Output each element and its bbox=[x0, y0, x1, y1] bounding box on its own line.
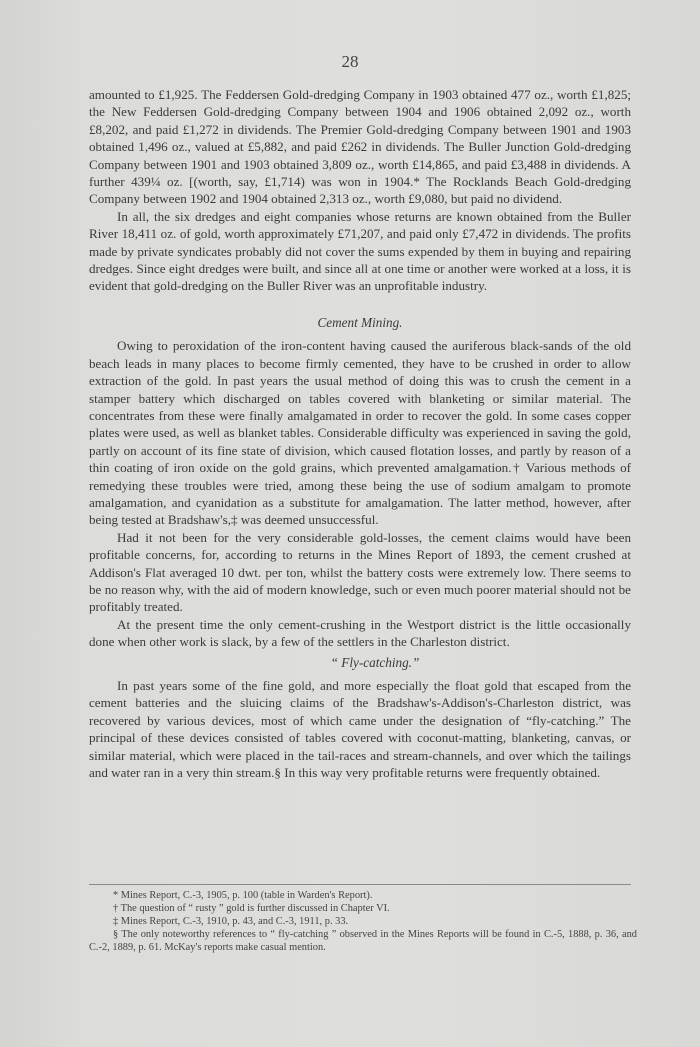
footnotes bbox=[89, 889, 637, 954]
footnote-divider bbox=[89, 884, 631, 885]
paragraph-fly-catching: In past years some of the fine gold, and more especially the float gold that escaped from the cement batteries and the sluicing claims of the Bradshaw's-Addison's-Charleston district, was recovered by various devices, most of which came under the designation of “fly-catching.” The principal of these devices consisted of tables covered with coconut-matting, blanketing, canvas, or similar material, which were placed in the tail-races and stream-channels, and over which the tailings and water ran in a very thin stream.§ In this way very profitable returns were frequently obtained. bbox=[89, 678, 631, 781]
footnote-3: ‡ Mines Report, C.-3, 1910, p. 43, and C.-3, 1911, p. 33. bbox=[113, 916, 349, 928]
section-heading-fly-catching: “ Fly-catching.” bbox=[330, 654, 420, 670]
section-heading-cement-mining: Cement Mining. bbox=[317, 314, 403, 330]
paragraph-dredging-returns: amounted to £1,925. The Feddersen Gold-dredging Company in 1903 obtained 477 oz., worth £1,825; the New Feddersen Gold-dredging Company between 1904 and 1906 obtained 2,092 oz., worth £8,202, and paid £1,272 in dividends. The Premier Gold-dredging Company between 1901 and 1903 obtained 1,496 oz., valued at £5,882, and paid £262 in dividends. The Buller Junction Gold-dredging Company between 1901 and 1903 obtained 3,809 oz., worth £14,865, and paid £3,488 in dividends. A further 439¼ oz. [(worth, say, £1,714) was won in 1904.* The Rocklands Beach Gold-dredging Company between 1902 and 1904 obtained 2,313 oz., worth £9,080, but paid no dividend. bbox=[89, 87, 631, 207]
footnote-2: † The question of “ rusty ” gold is further discussed in Chapter VI. bbox=[113, 903, 390, 915]
paragraph-dredging-summary: In all, the six dredges and eight companies whose returns are known obtained from the Buller River 18,411 oz. of gold, worth approximately £71,207, and paid only £7,472 in dividends. The profits made by private syndicates probably did not cover the sums expended by them in buying and repairing dredges. Since eight dredges were built, and since all at one time or another were worked at a loss, it is evident that gold-dredging on the Buller River was an unprofitable industry. bbox=[89, 208, 631, 294]
paragraph-cement-losses: Had it not been for the very considerable gold-losses, the cement claims would have been profitable concerns, for, according to returns in the Mines Report of 1893, the cement crushed at Addison's Flat averaged 10 dwt. per ton, whilst the battery costs were extremely low. There seems to be no reason why, with the aid of modern knowledge, such or even much poorer material should not be profitably treated. bbox=[89, 529, 631, 615]
footnote-1: * Mines Report, C.-3, 1905, p. 100 (table in Warden's Report). bbox=[113, 890, 373, 901]
paragraph-cement-present: At the present time the only cement-crushing in the Westport district is the little occasionally done when other work is slack, by a few of the settlers in the Charleston district. bbox=[89, 616, 631, 650]
body-text bbox=[89, 86, 631, 781]
footnote-4: § The only noteworthy references to “ fly-catching ” observed in the Mines Reports will be found in C.-5, 1888, p. 36, and C.-2, 1889, p. 61. McKay's reports make casual mention. bbox=[89, 929, 637, 954]
paragraph-cement-method: Owing to peroxidation of the iron-content having caused the auriferous black-sands of the old beach leads in many places to become firmly cemented, they have to be crushed in order to allow extraction of the gold. In past years the usual method of doing this was to crush the cement in a stamper battery which discharged on tables covered with blanketing or similar material. The concentrates from these were finally amalgamated in order to recover the gold. In some cases copper plates were used, as well as blanket tables. Considerable difficulty was experienced in saving the gold, partly on account of its fine state of division, which caused flotation losses, and partly by reason of a thin coating of iron oxide on the gold grains, which prevented amalgamation.† Various methods of remedying these troubles were tried, among these being the use of sodium amalgam to promote amalgamation, and cyanidation as a substitute for amalgamation. The latter method, however, after being tested at Bradshaw's,‡ was deemed unsuccessful. bbox=[89, 338, 631, 528]
page-number: 28 bbox=[341, 52, 359, 71]
